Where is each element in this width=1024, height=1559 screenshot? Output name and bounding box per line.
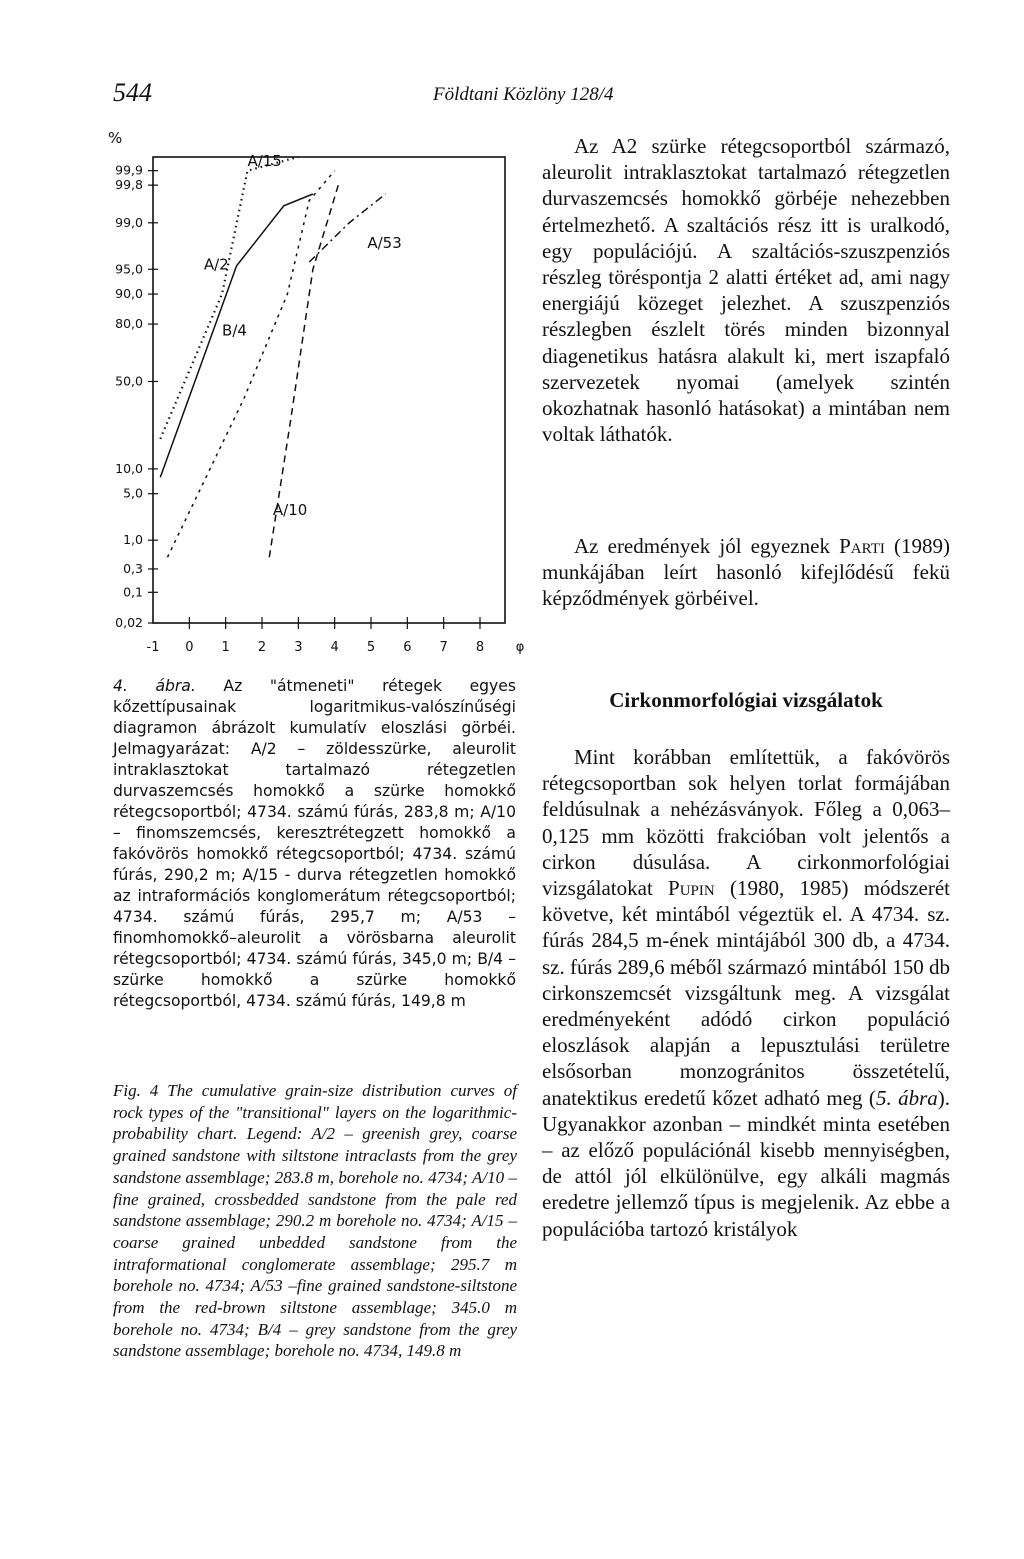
y-tick-label: 99,9: [115, 162, 143, 178]
page-number: 544: [113, 78, 152, 107]
plot-frame: [153, 157, 505, 623]
x-tick-label: 5: [366, 640, 376, 655]
figure-caption-english: Fig. 4 The cumulative grain-size distribution curves of rock types of the "transitional" layers on the logarithmic-probability chart. Legend: A/2 – greenish grey, coarse grained sandstone with siltstone intraclasts from the grey sandstone assemblage; 283.8 m, borehole no. 4734; A/10 – fine grained, crossbedded sandstone from the pale red sandstone assemblage; 290.2 m borehole no. 4734; A/15 – coarse grained unbedded sandstone from the intraformational conglomerate assemblage; 295.7 m borehole no. 4734; A/53 –fine grained sandstone-siltstone from the red-brown siltstone assemblage; 345.0 m borehole no. 4734; B/4 – grey sandstone from the grey sandstone assemblage; borehole no. 4734, 149.8 m: [113, 1081, 517, 1361]
x-tick-label: φ: [515, 640, 525, 655]
y-tick-label: 50,0: [115, 373, 143, 389]
series-line-a-15: [160, 157, 298, 439]
series-label-a-53: A/53: [367, 233, 402, 252]
para3-text-b: (1980, 1985) módszerét követve, két mintából végeztük el. A 4734. sz. fúrás 284,5 m-ének mintájából 300 db, a 4734. sz. fúrás 289,6 méből származó mintából 150 db cirkonszemcsét vizsgáltunk meg. A vizsgálat eredményeként adódó cirkon populáció eloszlások alapján a lepusztulási területre elsősorban monzogránitos összetételű, anatektikus eredetű kőzet adható meg (: [542, 876, 950, 1110]
series-label-b-4: B/4: [222, 321, 247, 340]
x-tick-label: 3: [294, 640, 303, 655]
figure-reference: 5. ábra: [875, 1085, 938, 1110]
section-heading: Cirkonmorfológiai vizsgálatok: [609, 688, 883, 712]
x-tick-label: 4: [330, 640, 339, 655]
y-tick-label: 0,1: [123, 584, 143, 600]
chart-svg: [100, 125, 530, 665]
author-parti: Parti: [839, 534, 885, 558]
series-label-a-10: A/10: [272, 501, 308, 520]
grain-size-chart: [100, 125, 530, 665]
journal-title: Földtani Közlöny 128/4: [433, 84, 614, 105]
series-line-a-53: [309, 194, 385, 262]
y-tick-label: 80,0: [115, 316, 143, 332]
x-tick-label: 7: [439, 640, 448, 655]
y-tick-label: 0,02: [115, 615, 143, 630]
series-label-a-2: A/2: [203, 255, 229, 274]
para3-text-c: ). Ugyanakkor azonban – mindkét minta esetében – az előző populációnál kisebb mennyiségben, de attól jól elkülönülve, egy alkáli magmás eredetre jellemző típus is megjelenik. Az ebbe a populációba tartozó kristályok: [542, 1085, 950, 1241]
y-tick-label: 90,0: [115, 286, 143, 302]
paragraph-2: [542, 533, 950, 612]
para2-text-a: Az eredmények jól egyeznek: [574, 534, 840, 558]
caption-hu-text: Az "átmeneti" rétegek egyes kőzettípusainak logaritmikus-valószínűségi diagramon ábrázolt kumulatív eloszlási görbéi. Jelmagyarázat: A/2 – zöldesszürke, aleurolit intraklasztokat tartalmazó rétegzetlen durvaszemcsés homokkő a szürke homokkő rétegcsoportból; 4734. számú fúrás, 283,8 m; A/10 – finomszemcsés, keresztrétegzett homokkő a fakóvörös homokkő rétegcsoportból; 4734. számú fúrás, 290,2 m; A/15 - durva rétegzetlen homokkő az intraformációs konglomerátum rétegcsoportból; 4734. számú fúrás, 295,7 m; A/53 – finomhomokkő–aleurolit a vörösbarna aleurolit rétegcsoportból; 4734. számú fúrás, 345,0 m; B/4 – szürke homokkő a szürke homokkő rétegcsoportból, 4734. számú fúrás, 149,8 m: [113, 677, 517, 1010]
paragraph-3: [542, 744, 950, 1242]
y-tick-label: 95,0: [115, 261, 143, 277]
y-tick-label: 99,8: [115, 177, 143, 193]
series-line-b-4: [168, 171, 335, 558]
y-axis-label: %: [108, 129, 123, 147]
y-tick-label: 0,3: [123, 560, 143, 576]
series-label-a-15: A/15: [247, 152, 282, 171]
paragraph-1: Az A2 szürke rétegcsoportból származó, aleurolit intraklasztokat tartalmazó rétegzetlen durvaszemcsés homokkő görbéje nehezebben értelmezhető. A szaltációs rész itt is uralkodó, egy populációjú. A szaltációs-szuszpenziós részleg töréspontja 2 alatti értéket ad, ami nagy energiájú közeget jelezhet. A szuszpenziós részlegben észlelt törés minden bizonnyal diagenetikus hatásra alakult ki, mert iszapfaló szervezetek nyomai (amelyek szintén okozhatnak hasonló hatásokat) a mintában nem voltak láthatók.: [542, 134, 950, 447]
para2-text-b: (1989) munkájában leírt hasonló kifejlődésű fekü képződmények görbéivel.: [542, 534, 950, 611]
author-pupin: Pupin: [668, 876, 715, 901]
figure-caption-hungarian: [113, 676, 516, 1012]
y-tick-label: 10,0: [115, 460, 143, 476]
y-tick-label: 1,0: [123, 532, 143, 548]
x-tick-label: 2: [257, 640, 267, 655]
x-tick-label: 6: [403, 640, 412, 655]
para3-text-a: Mint korábban említettük, a fakóvörös rétegcsoportban sok helyen torlat formájában feldúsulnak a nehézásványok. Főleg a 0,063–0,125 mm közötti frakcióban volt jelentős a cirkon dúsulása. A cirkonmorfológiai vizsgálatokat: [542, 745, 950, 901]
x-tick-label: -1: [146, 640, 160, 655]
x-tick-label: 1: [221, 640, 230, 655]
y-tick-label: 99,0: [115, 214, 143, 230]
x-tick-label: 8: [475, 640, 485, 655]
y-tick-label: 5,0: [123, 485, 143, 501]
figure-label: 4. ábra.: [113, 677, 196, 695]
x-tick-label: 0: [185, 640, 194, 655]
